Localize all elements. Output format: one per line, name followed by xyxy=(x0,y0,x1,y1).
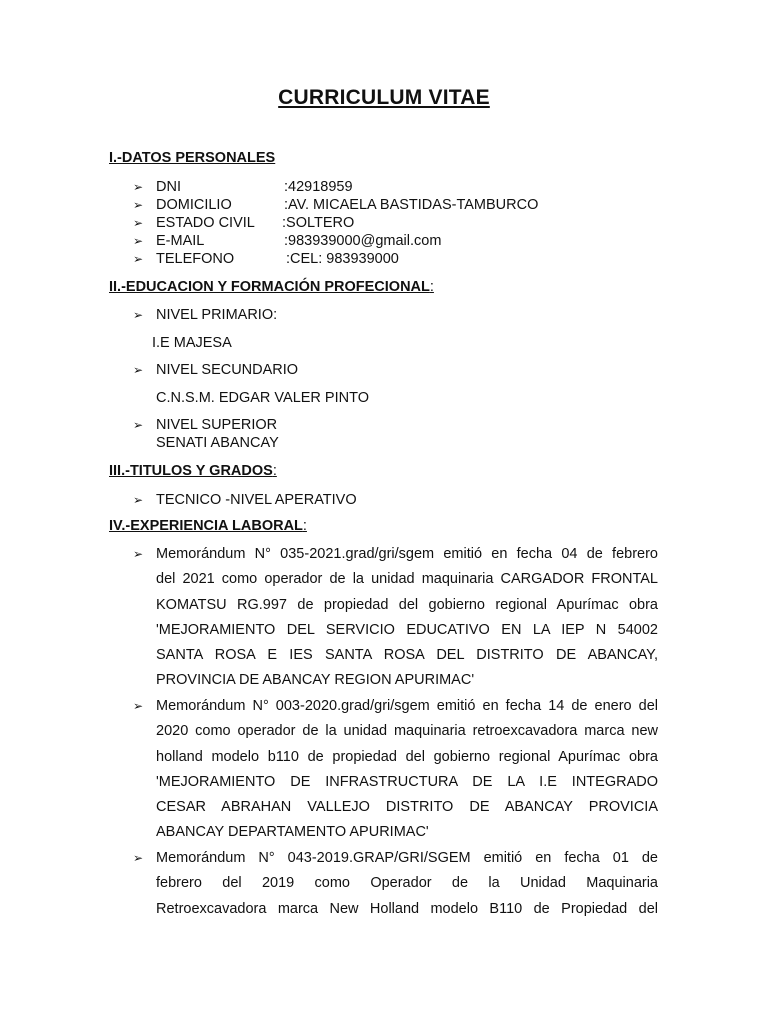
field-label: TELEFONO xyxy=(156,251,235,267)
arrow-bullet-icon xyxy=(133,250,145,268)
section-heading-experience-text: IV.-EXPERIENCIA LABORAL xyxy=(109,518,303,534)
paragraph-line: 'MEJORAMIENTO DEL SERVICIO EDUCATIVO EN LA IEP N 54002 xyxy=(156,621,658,638)
section-heading-education xyxy=(109,279,434,295)
field-value: :983939000@gmail.com xyxy=(284,233,442,249)
education-level-label: NIVEL SUPERIOR xyxy=(156,417,278,433)
paragraph-line: Retroexcavadora marca New Holland modelo B110 de Propiedad del xyxy=(156,900,658,917)
arrow-bullet-icon xyxy=(133,846,145,871)
paragraph-line: KOMATSU RG.997 de propiedad del gobierno regional Apurímac obra xyxy=(156,596,658,613)
paragraph-line: SANTA ROSA E IES SANTA ROSA DEL DISTRITO DE ABANCAY, xyxy=(156,647,658,664)
paragraph-line: ABANCAY DEPARTAMENTO APURIMAC' xyxy=(156,824,429,841)
school-name: I.E MAJESA xyxy=(152,335,232,351)
section-heading-personal xyxy=(109,150,275,166)
field-value: :AV. MICAELA BASTIDAS-TAMBURCO xyxy=(284,197,539,213)
arrow-bullet-icon xyxy=(133,178,145,196)
experience-entry xyxy=(156,694,658,846)
arrow-bullet-icon xyxy=(133,232,145,250)
paragraph-line: Memorándum N° 043-2019.GRAP/GRI/SGEM emitió en fecha 01 de xyxy=(156,850,658,866)
paragraph-line: del 2021 como operador de la unidad maquinaria CARGADOR FRONTAL xyxy=(156,571,658,588)
section-heading-titles-text: III.-TITULOS Y GRADOS xyxy=(109,463,273,479)
field-label: DOMICILIO xyxy=(156,197,232,213)
document-title: CURRICULUM VITAE xyxy=(278,86,490,109)
arrow-bullet-icon xyxy=(133,542,145,567)
field-value: :CEL: 983939000 xyxy=(286,251,399,267)
heading-colon: : xyxy=(302,518,307,534)
field-label: ESTADO CIVIL xyxy=(156,215,255,231)
field-label: DNI xyxy=(156,179,181,195)
arrow-bullet-icon xyxy=(133,361,145,379)
arrow-bullet-icon xyxy=(133,196,145,214)
education-level-label: NIVEL SECUNDARIO xyxy=(156,362,299,378)
paragraph-line: 2020 como operador de la unidad maquinaria retroexcavadora marca new xyxy=(156,723,658,740)
arrow-bullet-icon xyxy=(133,694,145,719)
paragraph-line: PROVINCIA DE ABANCAY REGION APURIMAC' xyxy=(156,672,475,689)
section-heading-experience xyxy=(109,518,307,534)
experience-entry xyxy=(156,846,658,922)
field-value: :42918959 xyxy=(284,179,353,195)
section-heading-education-text: II.-EDUCACION Y FORMACIÓN PROFECIONAL xyxy=(109,279,430,295)
arrow-bullet-icon xyxy=(133,491,145,509)
section-heading-personal-text: I.-DATOS PERSONALES xyxy=(109,150,276,166)
heading-colon: : xyxy=(272,463,277,479)
paragraph-line: febrero del 2019 como Operador de la Unidad Maquinaria xyxy=(156,875,658,892)
heading-colon: : xyxy=(429,279,434,295)
experience-entry xyxy=(156,542,658,694)
arrow-bullet-icon xyxy=(133,306,145,324)
paragraph-line: holland modelo b110 de propiedad del gobierno regional Apurímac obra xyxy=(156,748,658,765)
arrow-bullet-icon xyxy=(133,416,145,434)
field-value: :SOLTERO xyxy=(282,215,355,231)
school-name: SENATI ABANCAY xyxy=(156,435,279,451)
section-heading-titles xyxy=(109,463,277,479)
paragraph-line: CESAR ABRAHAN VALLEJO DISTRITO DE ABANCAY PROVICIA xyxy=(156,799,658,816)
education-level-label: NIVEL PRIMARIO: xyxy=(156,307,278,323)
paragraph-line: Memorándum N° 003-2020.grad/gri/sgem emitió en fecha 14 de enero del xyxy=(156,698,658,714)
school-name: C.N.S.M. EDGAR VALER PINTO xyxy=(156,390,369,406)
field-label: E-MAIL xyxy=(156,233,205,249)
title-item: TECNICO -NIVEL APERATIVO xyxy=(156,492,357,508)
paragraph-line: 'MEJORAMIENTO DE INFRASTRUCTURA DE LA I.E INTEGRADO xyxy=(156,773,658,790)
paragraph-line: Memorándum N° 035-2021.grad/gri/sgem emitió en fecha 04 de febrero xyxy=(156,546,658,562)
arrow-bullet-icon xyxy=(133,214,145,232)
